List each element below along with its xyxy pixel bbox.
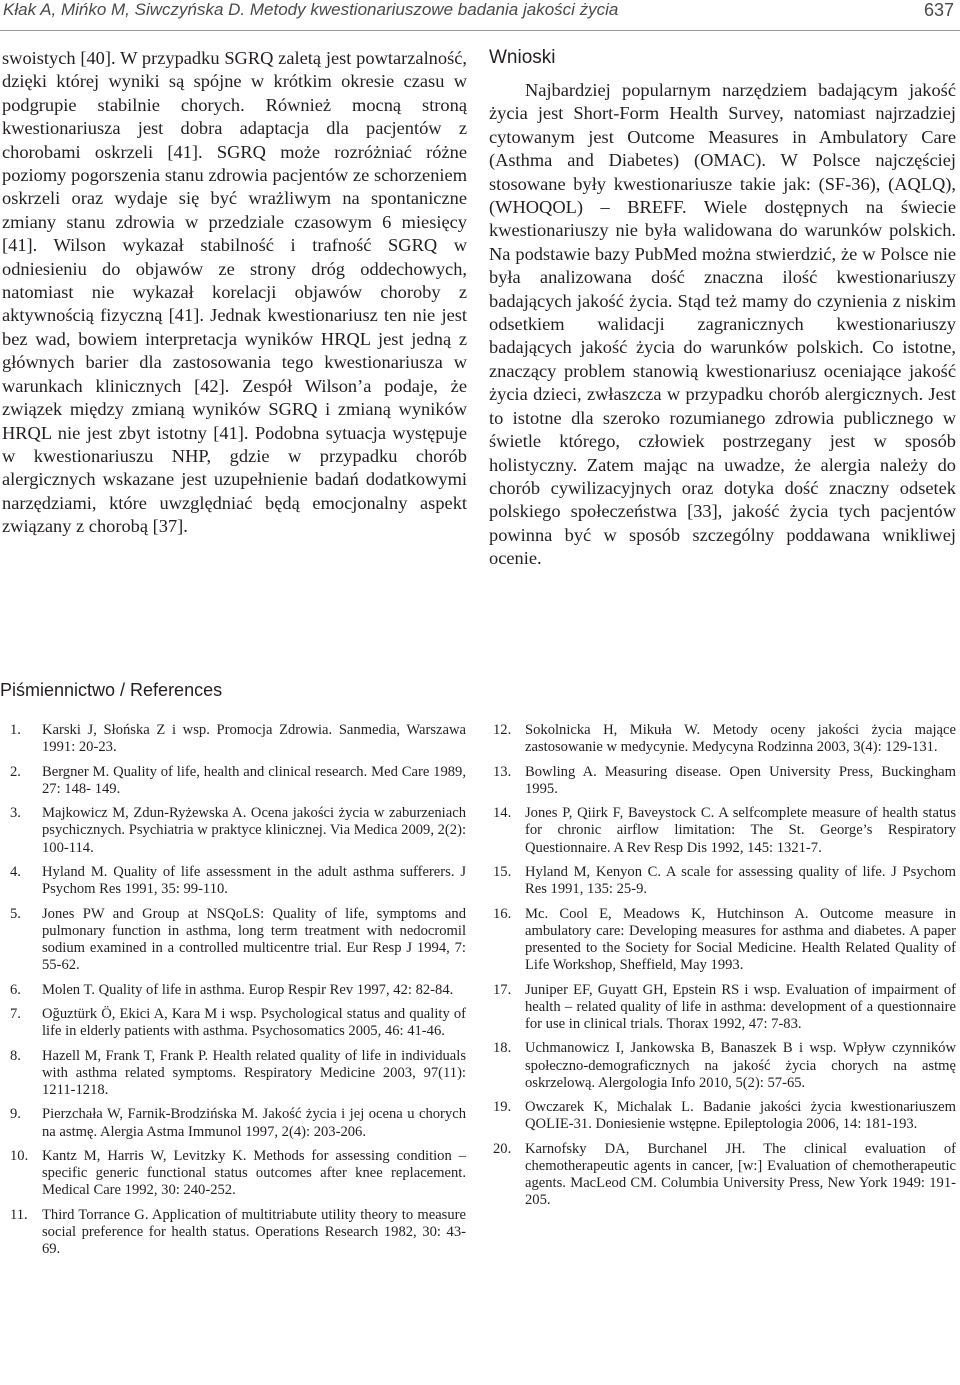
reference-text: Jones PW and Group at NSQoLS: Quality of life, symptoms and pulmonary function in asthma, long term treatment with nedocromil sodium examined in a controlled multicentre trial. Eur Resp J 1994, 7: 55-62. <box>42 905 466 974</box>
references-list-left <box>10 722 466 1266</box>
reference-text: Hyland M, Kenyon C. A scale for assessing quality of life. J Psychom Res 1991, 135: 25-9. <box>525 863 956 898</box>
reference-number: 18. <box>493 1040 512 1057</box>
reference-item <box>493 764 956 798</box>
reference-item <box>10 1006 466 1040</box>
reference-text: Bergner M. Quality of life, health and clinical research. Med Care 1989, 27: 148- 149. <box>42 763 466 797</box>
reference-number: 3. <box>10 805 21 822</box>
reference-text: Bowling A. Measuring disease. Open University Press, Buckingham 1995. <box>525 763 956 797</box>
reference-text: Third Torrance G. Application of multitriabute utility theory to measure social preference for health status. Operations Research 1982, 30: 43-69. <box>42 1206 466 1258</box>
reference-text: Hyland M. Quality of life assessment in the adult asthma sufferers. J Psychom Res 1991, 35: 99-110. <box>42 863 466 898</box>
reference-text: Sokolnicka H, Mikuła W. Metody oceny jakości życia mające zastosowanie w medycynie. Medycyna Rodzinna 2003, 3(4): 129-131. <box>525 722 956 756</box>
reference-item <box>493 864 956 898</box>
reference-item <box>10 805 466 857</box>
right-text-column <box>489 47 956 571</box>
reference-number: 2. <box>10 763 21 780</box>
reference-item <box>10 1207 466 1259</box>
reference-number: 19. <box>493 1099 512 1116</box>
reference-number: 14. <box>493 805 512 822</box>
reference-text: Majkowicz M, Zdun-Ryżewska A. Ocena jakości życia w zaburzeniach psychicznych. Psychiatria w praktyce klinicznej. Via Medica 2009, 2(2): 100-114. <box>42 805 466 856</box>
reference-item <box>493 982 956 1034</box>
reference-number: 5. <box>10 905 21 922</box>
running-title: Kłak A, Mińko M, Siwczyńska D. Metody kwestionariuszowe badania jakości życia <box>3 0 619 19</box>
header-divider <box>0 30 960 31</box>
page-header <box>0 0 960 32</box>
reference-number: 4. <box>10 863 21 880</box>
reference-text: Karnofsky DA, Burchanel JH. The clinical evaluation of chemotherapeutic agents in cancer, [w:] Evaluation of chemotherapeutic agents. MacLeod CM. Columbia University Press, New York 1949: 191-205. <box>525 1140 956 1209</box>
reference-text: Molen T. Quality of life in asthma. Europ Respir Rev 1997, 42: 82-84. <box>42 981 454 998</box>
discussion-paragraph: swoistych [40]. W przypadku SGRQ zaletą jest powtarzalność, dzięki której wyniki są spójne w krótkim okresie czasu w podgrupie stabilnie chorych. Również mocną stroną kwestionariusza jest dobra adaptacja dla pacjentów z chorobami oskrzeli [41]. SGRQ może rozróżniać różne poziomy pogorszenia stanu zdrowia pacjentów ze schorzeniem oskrzeli oraz wydaje się być wrażliwym na spontaniczne zmiany stanu zdrowia w przedziale czasowym 6 miesięcy [41]. Wilson wykazał stabilność i trafność SGRQ w odniesieniu do objawów ze strony dróg oddechowych, natomiast nie wykazał korelacji objawów choroby z aktywnością fizyczną [41]. Jednak kwestionariusz ten nie jest bez wad, bowiem interpretacja wyników HRQL jest jedną z głównych barier dla zastosowania tego kwestionariusza w warunkach klinicznych [42]. Zespół Wilson’a podaje, że związek między zmianą wyników SGRQ i zmianą wyników HRQL nie jest zbyt istotny [41]. Podobna sytuacja występuje w kwestionariuszu NHP, gdzie w przypadku chorób alergicznych wskazane jest uzupełnienie badań dodatkowymi narzędziami, które uwzględniać będą emocjonalny aspekt związany z chorobą [37]. <box>2 48 467 537</box>
reference-number: 13. <box>493 763 512 780</box>
reference-text: Hazell M, Frank T, Frank P. Health related quality of life in individuals with asthma related symptoms. Respiratory Medicine 2003, 97(11): 1211-1218. <box>42 1047 466 1098</box>
references-list-right <box>493 722 956 1217</box>
page-number: 637 <box>923 0 954 20</box>
reference-number: 15. <box>493 863 512 880</box>
reference-item <box>10 1148 466 1200</box>
references-title: Piśmiennictwo / References <box>0 680 223 700</box>
reference-number: 11. <box>10 1206 28 1223</box>
reference-item <box>493 1040 956 1092</box>
reference-text: Uchmanowicz I, Jankowska B, Banaszek B i wsp. Wpływ czynników społeczno-demograficznych na jakość życia chorych na astmę oskrzelową. Alergologia Info 2010, 5(2): 57-65. <box>525 1040 956 1091</box>
reference-number: 20. <box>493 1140 512 1157</box>
reference-number: 10. <box>10 1147 29 1164</box>
reference-number: 1. <box>10 722 21 738</box>
reference-text: Pierzchała W, Farnik-Brodzińska M. Jakość życia i jej ocena u chorych na astmę. Alergia Astma Immunol 1997, 2(4): 203-206. <box>42 1106 466 1140</box>
reference-number: 9. <box>10 1106 21 1123</box>
reference-text: Mc. Cool E, Meadows K, Hutchinson A. Outcome measure in ambulatory care: Developing measures for asthma and diabetes. A paper presented to the Society for Social Medicine. Health Related Quality of Life Workshop, Sheffield, May 1993. <box>525 905 956 974</box>
reference-item <box>10 864 466 898</box>
conclusions-paragraph: Najbardziej popularnym narzędziem badającym jakość życia jest Short-Form Health Survey, natomiast najrzadziej cytowanym jest Outcome Measures in Ambulatory Care (Asthma and Diabetes) (OMAC). W Polsce najczęściej stosowane były kwestionariusze takie jak: (SF-36), (AQLQ), (WHOQOL) – BREFF. Wiele dostępnych na świecie kwestionariuszy nie była walidowana do warunków polskich. Na podstawie bazy PubMed można stwierdzić, że w Polsce nie była analizowana dość znaczna ilość kwestionariuszy badających jakość życia. Stąd też mamy do czynienia z niskim odsetkiem walidacji zagranicznych kwestionariuszy badających jakość życia do warunków polskich. Co istotne, znaczący problem stanowią kwestionariusz oceniające jakość życia dzieci, zwłaszcza w przypadku chorób alergicznych. Jest to istotne dla szeroko rozumianego zdrowia publicznego w świetle którego, człowiek postrzegany jest w sposób holistyczny. Zatem mając na uwadze, że alergia należy do chorób cywilizacyjnych oraz dotyka dość znaczny odsetek polskiego społeczeństwa [33], jakość życia tych pacjentów powinna być w sposób szczególny poddawana wnikliwej ocenie. <box>489 80 956 569</box>
reference-text: Juniper EF, Guyatt GH, Epstein RS i wsp. Evaluation of impairment of health – related quality of life in asthma: development of a questionnaire for use in clinical trials. Thorax 1992, 47: 7-83. <box>525 981 956 1032</box>
reference-item <box>493 1141 956 1210</box>
left-text-column <box>2 47 467 539</box>
reference-item <box>10 906 466 975</box>
reference-item <box>493 906 956 975</box>
reference-number: 6. <box>10 981 21 998</box>
reference-text: Jones P, Qiirk F, Baveystock C. A selfcomplete measure of health status for chronic airflow limitation: The St. George’s Respiratory Questionnaire. A Rev Resp Dis 1992, 145: 1321-7. <box>525 805 956 856</box>
reference-item <box>10 1048 466 1100</box>
reference-number: 8. <box>10 1047 21 1064</box>
reference-text: Kantz M, Harris W, Levitzky K. Methods for assessing condition – specific generic functional status outcomes after knee replacement. Medical Care 1992, 30: 240-252. <box>42 1147 466 1199</box>
reference-number: 12. <box>493 722 512 738</box>
reference-text: Oğuztürk Ö, Ekici A, Kara M i wsp. Psychological status and quality of life in elderly patients with asthma. Psychosomatics 2005, 46: 41-46. <box>42 1005 466 1040</box>
reference-item <box>10 1106 466 1140</box>
reference-item <box>10 722 466 756</box>
reference-number: 16. <box>493 905 512 922</box>
reference-number: 17. <box>493 981 512 998</box>
reference-text: Owczarek K, Michalak L. Badanie jakości życia kwestionariuszem QOLIE-31. Doniesienie wstępne. Epileptologia 2006, 14: 181-193. <box>525 1099 956 1133</box>
reference-item <box>10 764 466 798</box>
reference-item <box>493 722 956 756</box>
conclusions-heading: Wnioski <box>489 47 556 68</box>
reference-number: 7. <box>10 1005 21 1022</box>
reference-item <box>493 1099 956 1133</box>
reference-text: Karski J, Słońska Z i wsp. Promocja Zdrowia. Sanmedia, Warszawa 1991: 20-23. <box>42 722 466 756</box>
reference-item <box>493 805 956 857</box>
reference-item <box>10 982 466 999</box>
